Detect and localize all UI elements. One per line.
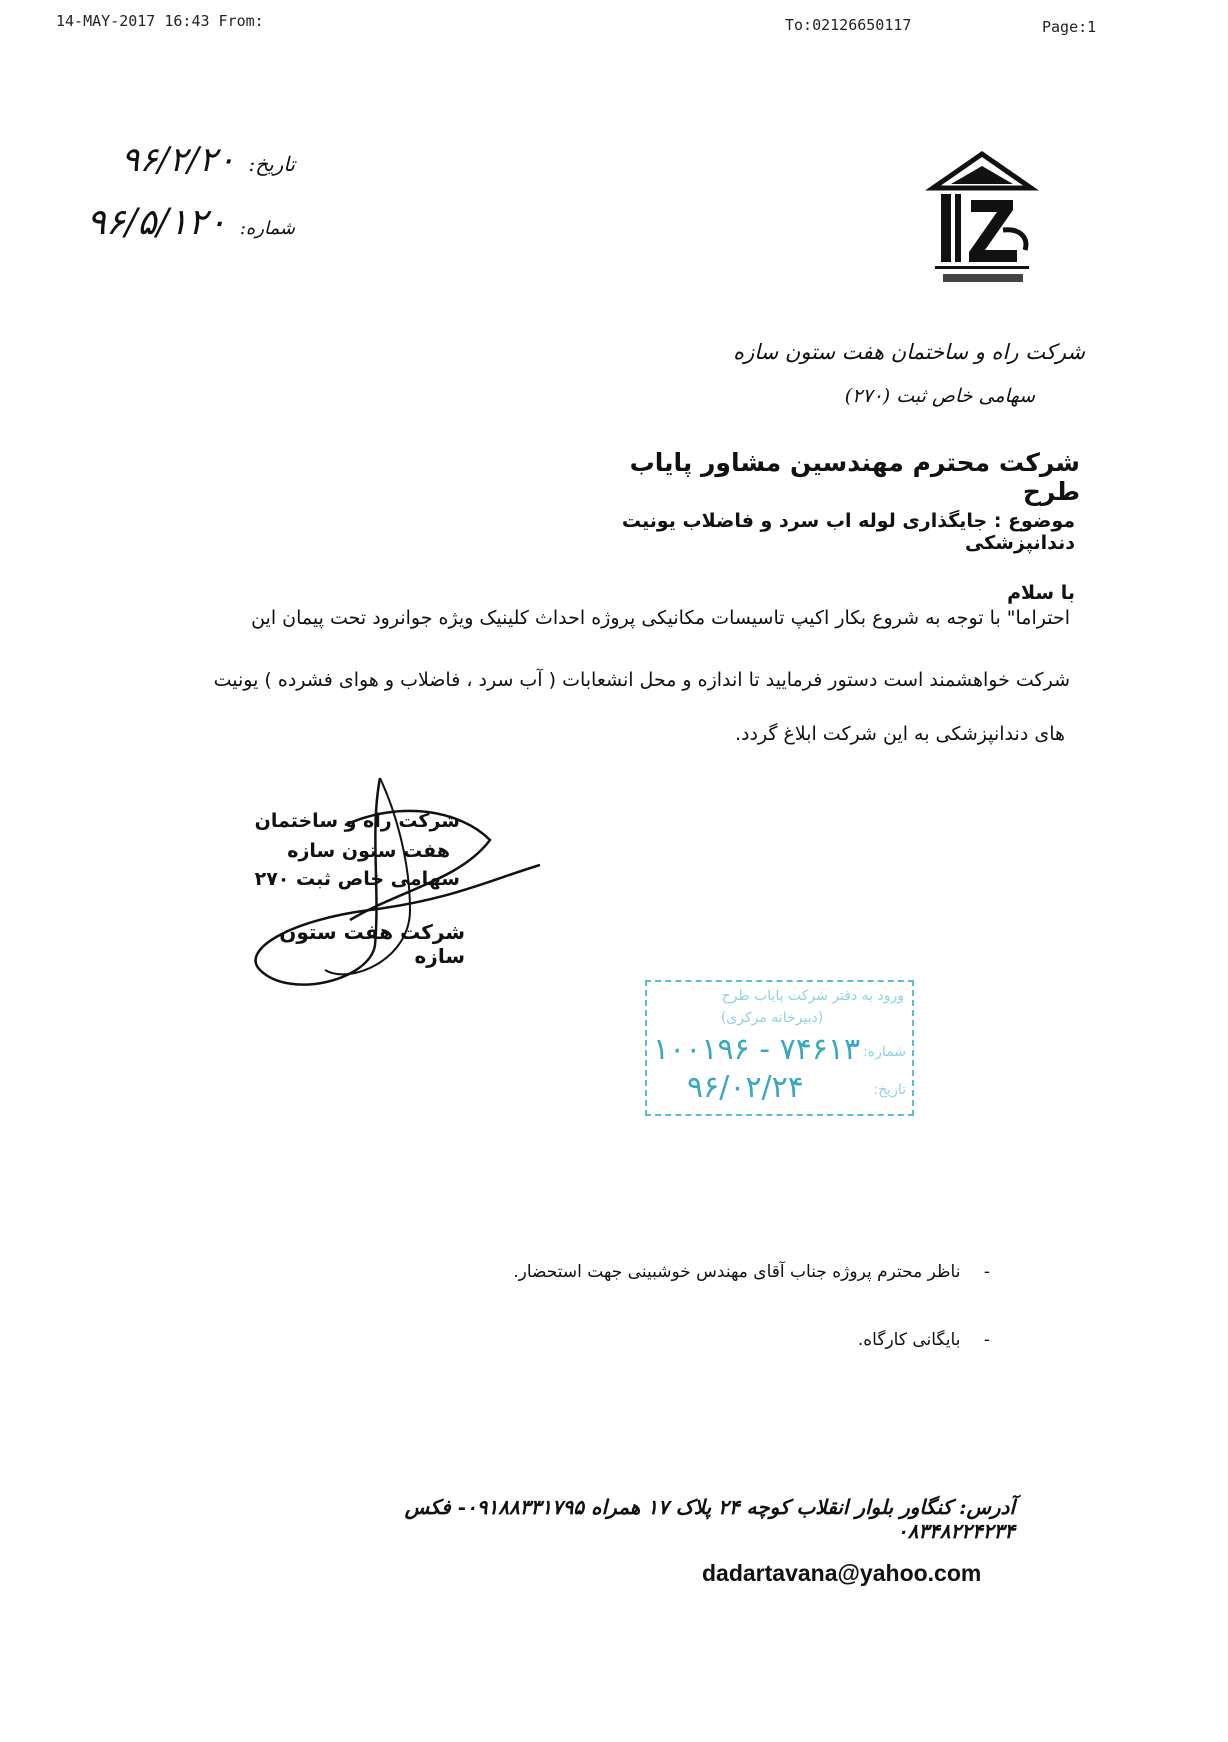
recipient: شرکت محترم مهندسین مشاور پایاب طرح xyxy=(629,448,1080,506)
cc-text: ناظر محترم پروژه جناب آقای مهندس خوشبینی جهت استحضار. xyxy=(513,1262,961,1282)
date-block xyxy=(115,140,295,180)
receipt-stamp xyxy=(645,980,914,1116)
footer-email: dadartavana@yahoo.com xyxy=(702,1560,982,1586)
sender-company: شرکت راه و ساختمان هفت ستون سازه xyxy=(733,340,1085,364)
receipt-stamp-header2: (دبیرخانه مرکزی) xyxy=(720,1010,824,1026)
cc-text: بایگانی کارگاه. xyxy=(857,1330,961,1350)
number-block xyxy=(75,202,295,243)
column-logo-icon xyxy=(925,150,1040,290)
cc-dash: - xyxy=(983,1330,990,1350)
cc-item xyxy=(490,1262,990,1282)
handwritten-signature-icon xyxy=(230,770,550,1020)
fax-header-to: To:02126650117 xyxy=(785,16,912,34)
fax-header-page: Page:1 xyxy=(1042,18,1097,36)
receipt-number-label: شماره: xyxy=(863,1044,906,1060)
letter-body xyxy=(165,596,1070,756)
receipt-date-value: ۹۶/۰۲/۲۴ xyxy=(687,1070,804,1105)
number-value: ۹۶/۵/۱۲۰ xyxy=(86,202,227,243)
signature-stamp-line1: شرکت راه و ساختمان xyxy=(254,810,460,832)
date-value: ۹۶/۲/۲۰ xyxy=(121,140,236,180)
signature-stamp-line4: شرکت هفت ستون سازه xyxy=(279,920,465,968)
sender-registration: سهامی خاص ثبت (۲۷۰) xyxy=(844,385,1035,407)
greeting: با سلام xyxy=(1007,582,1075,604)
body-line: های دندانپزشکی به این شرکت ابلاغ گردد. xyxy=(734,723,1065,745)
body-line: شرکت خواهشمند است دستور فرمایید تا اندازه و محل انشعابات ( آب سرد ، فاضلاب و هوای فشرده ) یونیت xyxy=(213,669,1070,691)
receipt-date-label: تاریخ: xyxy=(873,1082,906,1098)
fax-header-datetime: 14-MAY-2017 16:43 From: xyxy=(56,12,264,30)
number-label: شماره: xyxy=(239,218,295,239)
receipt-stamp-header1: ورود به دفتر شرکت پایاب طرح xyxy=(721,988,904,1004)
signature-area xyxy=(230,770,550,1020)
receipt-number-value: ۱۰۰۱۹۶ - ۷۴۶۱۳ xyxy=(653,1032,861,1067)
cc-item xyxy=(780,1330,990,1350)
footer-address: آدرس: کنگاور بلوار انقلاب کوچه ۲۴ پلاک ۱۷ همراه ۰۹۱۸۸۳۳۱۷۹۵- فکس ۰۸۳۴۸۲۲۴۲۳۴ xyxy=(404,1495,1015,1543)
body-line: احتراما" با توجه به شروع بکار اکیپ تاسیسات مکانیکی پروژه احداث کلینیک ویژه جوانرود تحت پیمان این xyxy=(251,607,1070,629)
signature-stamp-line3: سهامی خاص ثبت ۲۷۰ xyxy=(254,868,460,890)
company-logo xyxy=(925,150,1040,290)
subject: موضوع : جایگذاری لوله اب سرد و فاضلاب یونیت دندانپزشکی xyxy=(621,510,1075,554)
date-label: تاریخ: xyxy=(248,152,295,176)
signature-stamp-line2: هفت ستون سازه xyxy=(287,840,450,862)
cc-dash: - xyxy=(983,1262,990,1282)
